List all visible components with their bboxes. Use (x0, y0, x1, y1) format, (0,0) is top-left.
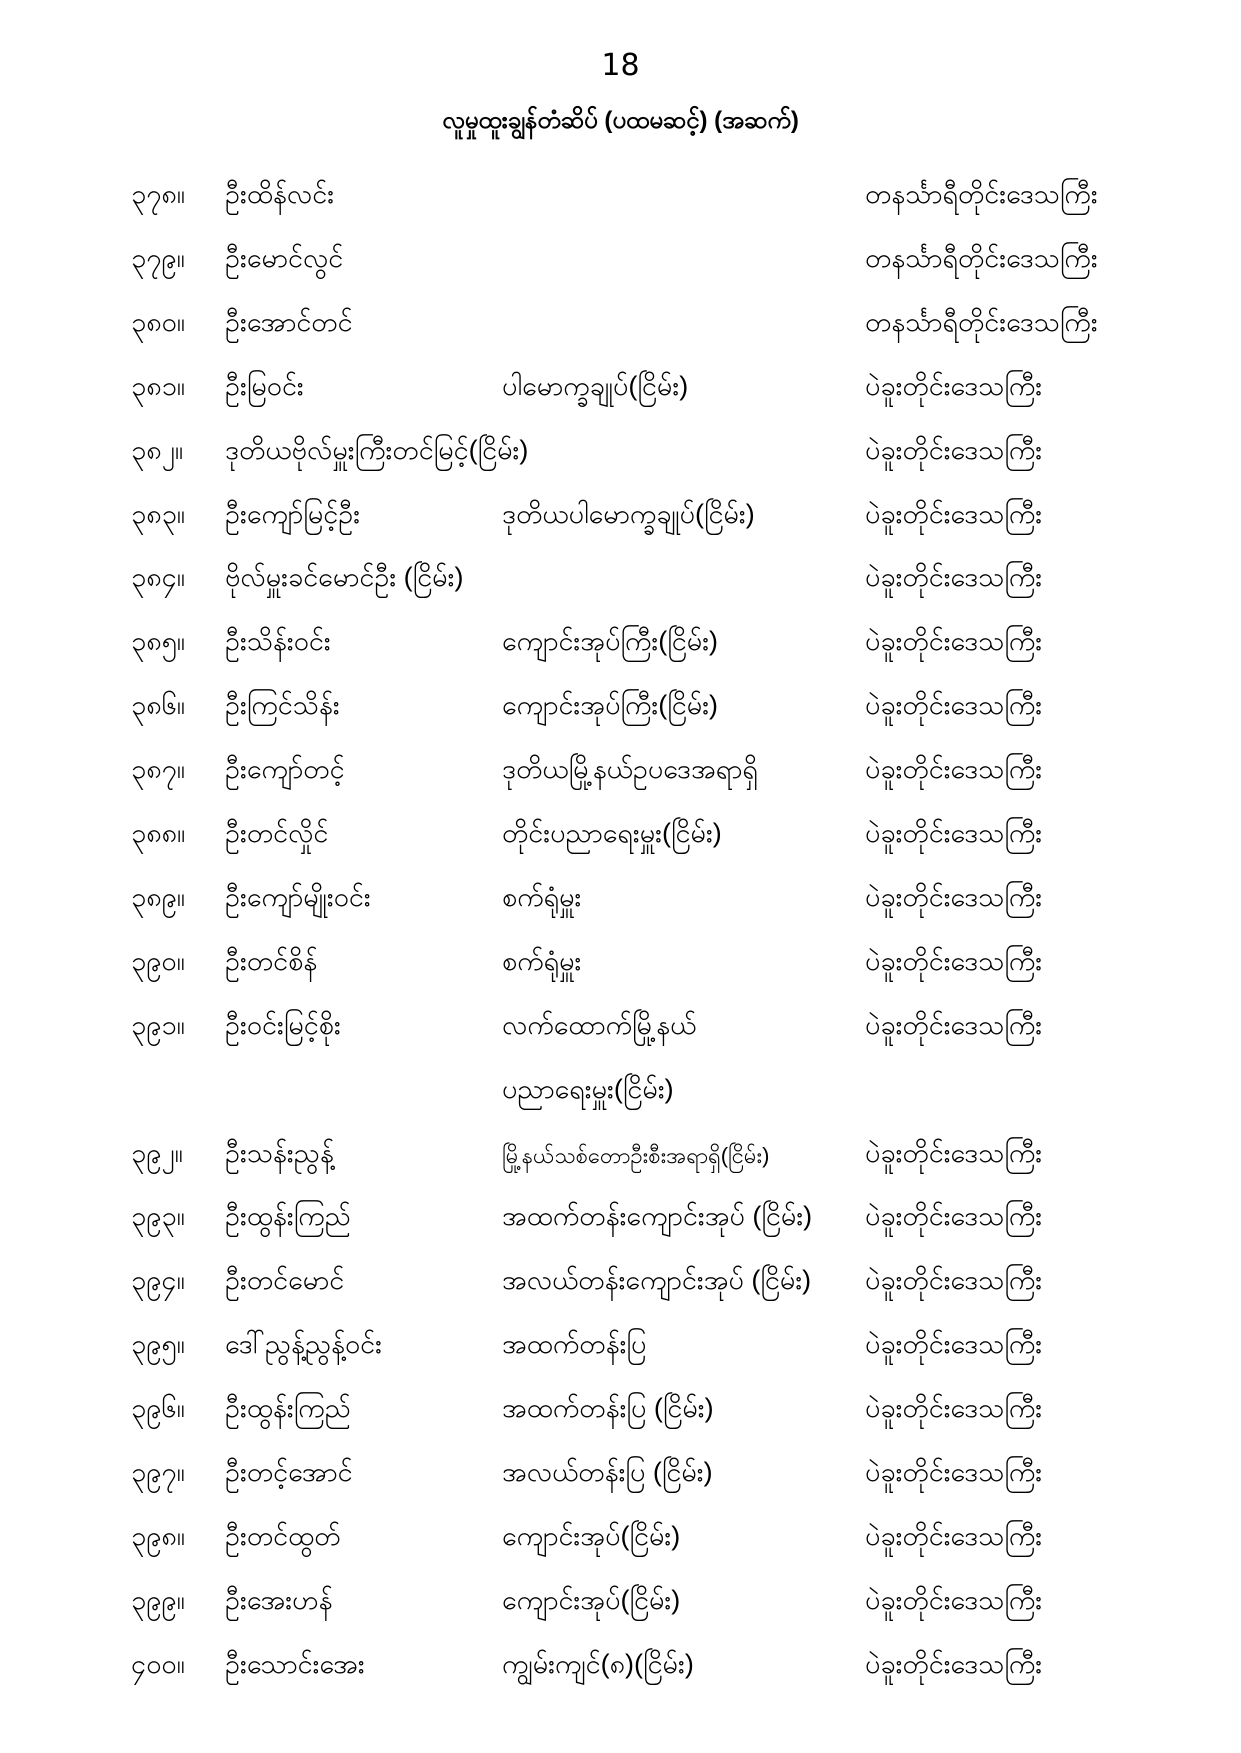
serial-number-cell: ၃၈၃။ (131, 498, 185, 529)
serial-number-cell: ၃၈၁။ (131, 370, 185, 401)
serial-number-cell: ၃၈၅။ (131, 626, 185, 657)
serial-number-cell: ၃၉၁။ (131, 1009, 185, 1040)
serial-number-cell: ၃၇၉။ (131, 242, 185, 273)
name-cell: ဦးဝင်းမြင့်စိုး (225, 1009, 341, 1040)
serial-number-cell: ၃၉၇။ (131, 1457, 185, 1487)
table-row (0, 168, 1241, 232)
table-row-continuation (0, 1063, 1241, 1127)
name-cell: ဦးကြင်သိန်း (225, 690, 340, 721)
name-cell: ဦးထွန်းကြည် (225, 1201, 351, 1232)
table-row (0, 1446, 1241, 1510)
region-cell: ပဲခူးတိုင်းဒေသကြီး (865, 434, 1043, 465)
serial-number-cell: ၃၉၄။ (131, 1265, 185, 1296)
serial-number-cell: ၃၉၉။ (131, 1584, 185, 1615)
name-cell: ဦးတင်လှိုင် (225, 818, 329, 848)
region-cell: ပဲခူးတိုင်းဒေသကြီး (865, 626, 1043, 657)
region-cell: ပဲခူးတိုင်းဒေသကြီး (865, 881, 1043, 912)
name-cell: ဦးကျော်မြင့်ဦး (225, 498, 361, 529)
table-row (0, 424, 1241, 488)
name-cell: ဦးတင်ထွတ် (225, 1520, 341, 1551)
region-cell: ပဲခူးတိုင်းဒေသကြီး (865, 1648, 1043, 1679)
serial-number-cell: ၃၉၃။ (131, 1201, 185, 1232)
region-cell: ပဲခူးတိုင်းဒေသကြီး (865, 1393, 1043, 1424)
region-cell: ပဲခူးတိုင်းဒေသကြီး (865, 562, 1043, 593)
region-cell: ပဲခူးတိုင်းဒေသကြီး (865, 1329, 1043, 1360)
table-row (0, 488, 1241, 552)
name-cell: ဦးသိန်းဝင်း (225, 626, 331, 657)
serial-number-cell: ၃၈၀။ (131, 306, 185, 337)
name-cell: ဦးသန်းညွန့် (225, 1137, 334, 1168)
name-cell: ဦးတင်စိန် (225, 945, 318, 976)
position-cell: တိုင်းပညာရေးမှူး(ငြိမ်း) (502, 818, 722, 848)
serial-number-cell: ၃၈၇။ (131, 754, 185, 785)
table-row (0, 232, 1241, 296)
position-cell: အထက်တန်းပြ (ငြိမ်း) (502, 1393, 714, 1424)
name-cell: ဒေါ်ညွန့်ညွန့်ဝင်း (225, 1329, 383, 1360)
table-row (0, 999, 1241, 1063)
region-cell: ပဲခူးတိုင်းဒေသကြီး (865, 1201, 1043, 1232)
name-cell: ဦးကျော်မျိုးဝင်း (225, 881, 371, 912)
table-row (0, 1510, 1241, 1574)
region-cell: ပဲခူးတိုင်းဒေသကြီး (865, 818, 1043, 848)
table-row (0, 1638, 1241, 1702)
name-cell: ဦးသောင်းအေး (225, 1648, 365, 1679)
serial-number-cell: ၃၉၂။ (131, 1137, 183, 1168)
region-cell: ပဲခူးတိုင်းဒေသကြီး (865, 498, 1043, 529)
serial-number-cell: ၃၈၉။ (131, 881, 185, 912)
table-row (0, 296, 1241, 360)
position-cell: ဒုတိယမြို့နယ်ဥပဒေအရာရှိ (502, 754, 758, 785)
region-cell: ပဲခူးတိုင်းဒေသကြီး (865, 1457, 1043, 1487)
region-cell: ပဲခူးတိုင်းဒေသကြီး (865, 945, 1043, 976)
serial-number-cell: ၃၉၅။ (131, 1329, 185, 1360)
position-cell: ကျောင်းအုပ်ကြီး(ငြိမ်း) (502, 690, 719, 721)
position-cell: ပါမောက္ခချုပ်(ငြိမ်း) (502, 370, 689, 401)
position-cell: အထက်တန်းပြ (502, 1329, 647, 1360)
name-cell: ဦးထွန်းကြည် (225, 1393, 351, 1424)
table-row (0, 1190, 1241, 1254)
table-row (0, 1574, 1241, 1638)
name-cell: ဦးတင်မောင် (225, 1265, 345, 1296)
region-cell: တနင်္သာရီတိုင်းဒေသကြီး (865, 179, 1098, 209)
table-row (0, 1254, 1241, 1318)
name-cell: ဦးထိန်လင်း (225, 179, 335, 209)
position-cell: အထက်တန်းကျောင်းအုပ် (ငြိမ်း) (502, 1201, 813, 1232)
table-row (0, 743, 1241, 807)
region-cell: ပဲခူးတိုင်းဒေသကြီး (865, 1584, 1043, 1615)
region-cell: ပဲခူးတိုင်းဒေသကြီး (865, 1137, 1043, 1168)
position-cell: ဒုတိယပါမောက္ခချုပ်(ငြိမ်း) (502, 498, 755, 529)
position-cell: စက်ရုံမှူး (502, 945, 582, 976)
table-row (0, 551, 1241, 615)
serial-number-cell: ၃၉၆။ (131, 1393, 185, 1424)
position-cell: ကျွမ်းကျင်(၈)(ငြိမ်း) (502, 1648, 694, 1679)
serial-number-cell: ၃၉၈။ (131, 1520, 185, 1551)
table-row (0, 1382, 1241, 1446)
serial-number-cell: ၃၈၂။ (131, 434, 184, 465)
position-cell: မြို့နယ်သစ်တောဦးစီးအရာရှိ(ငြိမ်း) (502, 1142, 770, 1168)
position-cell: အလယ်တန်းပြ (ငြိမ်း) (502, 1457, 713, 1487)
position-cell: ကျောင်းအုပ်(ငြိမ်း) (502, 1520, 681, 1551)
serial-number-cell: ၄၀၀။ (131, 1648, 185, 1679)
region-cell: တနင်္သာရီတိုင်းဒေသကြီး (865, 306, 1098, 337)
table-row (0, 807, 1241, 871)
region-cell: ပဲခူးတိုင်းဒေသကြီး (865, 1009, 1043, 1040)
table-row (0, 1318, 1241, 1382)
position-cell-line2: ပညာရေးမှူး(ငြိမ်း) (502, 1073, 674, 1104)
page-title: လူမှုထူးချွန်တံဆိပ် (ပထမဆင့်) (အဆက်) (442, 107, 799, 134)
region-cell: ပဲခူးတိုင်းဒေသကြီး (865, 370, 1043, 401)
region-cell: ပဲခူးတိုင်းဒေသကြီး (865, 754, 1043, 785)
name-cell: ဦးမြဝင်း (225, 370, 304, 401)
position-cell: ကျောင်းအုပ်ကြီး(ငြိမ်း) (502, 626, 719, 657)
name-cell: ဦးအောင်တင် (225, 306, 353, 337)
serial-number-cell: ၃၈၈။ (131, 818, 186, 848)
position-cell: လက်ထောက်မြို့နယ် (502, 1009, 697, 1040)
name-cell: ဦးမောင်လွင် (225, 242, 344, 273)
name-cell: ဦးအေးဟန် (225, 1584, 333, 1615)
position-cell: စက်ရုံမှူး (502, 881, 582, 912)
position-cell: ကျောင်းအုပ်(ငြိမ်း) (502, 1584, 681, 1615)
region-cell: ပဲခူးတိုင်းဒေသကြီး (865, 1520, 1043, 1551)
position-cell: အလယ်တန်းကျောင်းအုပ် (ငြိမ်း) (502, 1265, 812, 1296)
region-cell: ပဲခူးတိုင်းဒေသကြီး (865, 1265, 1043, 1296)
region-cell: ပဲခူးတိုင်းဒေသကြီး (865, 690, 1043, 721)
name-cell: ဦးကျော်တင့် (225, 754, 345, 785)
table-row (0, 935, 1241, 999)
serial-number-cell: ၃၈၄။ (131, 562, 185, 593)
page-number: 18 (601, 48, 640, 83)
name-cell: ဒုတိယဗိုလ်မှူးကြီးတင်မြင့်(ငြိမ်း) (225, 434, 529, 465)
serial-number-cell: ၃၈၆။ (131, 690, 185, 721)
table-row (0, 1127, 1241, 1191)
table-row (0, 679, 1241, 743)
table-row (0, 360, 1241, 424)
serial-number-cell: ၃၉၀။ (131, 945, 185, 976)
region-cell: တနင်္သာရီတိုင်းဒေသကြီး (865, 242, 1098, 273)
name-cell: ဦးတင့်အောင် (225, 1457, 353, 1487)
serial-number-cell: ၃၇၈။ (131, 179, 185, 209)
name-cell: ဗိုလ်မှူးခင်မောင်ဦး (ငြိမ်း) (225, 562, 464, 593)
table-row (0, 871, 1241, 935)
table-row (0, 615, 1241, 679)
